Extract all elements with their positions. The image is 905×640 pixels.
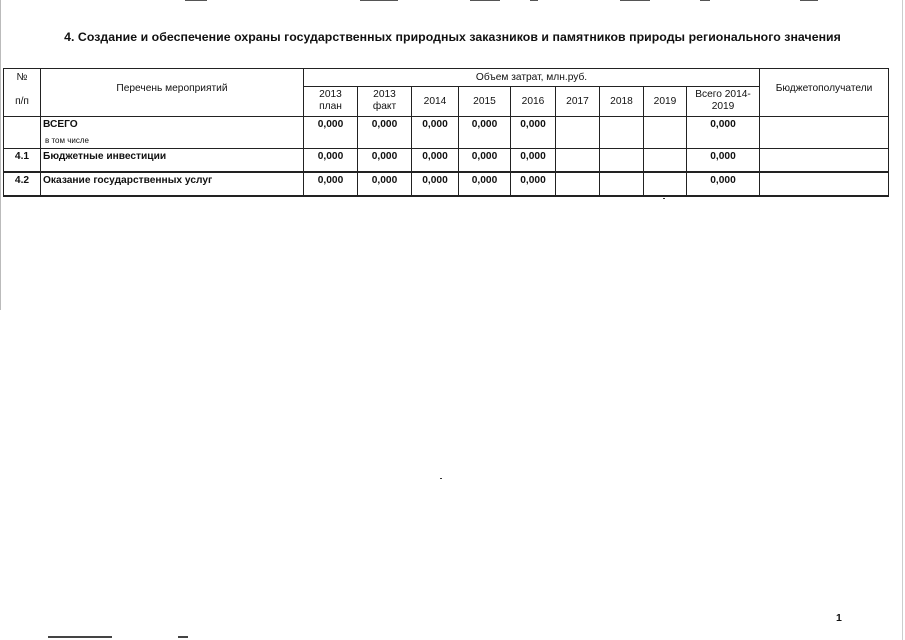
row-value xyxy=(556,172,600,196)
scan-top-edge-mark xyxy=(530,0,538,1)
row-subtext: в том числе xyxy=(45,136,89,145)
row-value: 0,000 xyxy=(511,149,556,173)
row-value: 0,000 xyxy=(358,117,412,149)
scan-right-edge xyxy=(902,0,903,640)
row-recipients xyxy=(760,149,889,173)
row-value: 0,000 xyxy=(304,117,358,149)
header-year-label: 2013 xyxy=(319,89,342,100)
header-year xyxy=(412,87,459,117)
header-year-label: 2013 xyxy=(373,89,396,100)
row-name: Оказание государственных услуг xyxy=(41,172,304,196)
header-year xyxy=(459,87,511,117)
row-value: 0,000 xyxy=(687,172,760,196)
row-value xyxy=(600,117,644,149)
table-row xyxy=(4,172,889,196)
row-value: 0,000 xyxy=(687,149,760,173)
header-year xyxy=(304,87,358,117)
row-value xyxy=(556,117,600,149)
row-value: 0,000 xyxy=(412,149,459,173)
row-value: 0,000 xyxy=(687,117,760,149)
header-year-label: Всего 2014- xyxy=(695,89,751,100)
scan-top-edge-mark xyxy=(800,0,818,1)
row-value: 0,000 xyxy=(459,117,511,149)
header-year-label: 2018 xyxy=(610,95,633,107)
row-value xyxy=(644,149,687,173)
header-row-1 xyxy=(4,69,889,87)
document-title: 4. Создание и обеспечение охраны государственных природных заказников и памятников природы регионального значения xyxy=(64,30,841,44)
row-value: 0,000 xyxy=(412,117,459,149)
row-value: 0,000 xyxy=(304,149,358,173)
header-year xyxy=(511,87,556,117)
header-year-total xyxy=(687,87,760,117)
header-year xyxy=(644,87,687,117)
scan-top-edge-mark xyxy=(360,0,398,1)
row-value: 0,000 xyxy=(459,149,511,173)
header-activities: Перечень мероприятий xyxy=(41,69,304,117)
row-value: 0,000 xyxy=(358,149,412,173)
row-value: 0,000 xyxy=(511,172,556,196)
row-recipients xyxy=(760,117,889,149)
header-number-pp: п/п xyxy=(15,96,29,107)
scan-bottom-edge-mark xyxy=(178,636,188,638)
header-year-sublabel: план xyxy=(319,101,342,112)
row-number: 4.2 xyxy=(4,172,41,196)
table-row-total xyxy=(4,117,889,149)
scan-top-edge-mark xyxy=(700,0,710,1)
scan-top-edge-mark xyxy=(470,0,500,1)
row-number xyxy=(4,117,41,149)
page-number: 1 xyxy=(836,612,842,624)
header-year-sublabel: факт xyxy=(372,101,397,112)
scan-speck xyxy=(663,198,665,199)
scan-speck xyxy=(440,478,442,479)
header-year-label: 2015 xyxy=(473,95,496,107)
header-year-label: 2014 xyxy=(423,95,447,107)
header-year-sublabel: 2019 xyxy=(711,101,735,112)
row-value xyxy=(644,172,687,196)
header-costs: Объем затрат, млн.руб. xyxy=(304,69,760,87)
row-value xyxy=(556,149,600,173)
scan-left-edge xyxy=(0,0,1,310)
row-value: 0,000 xyxy=(459,172,511,196)
header-year xyxy=(600,87,644,117)
header-year xyxy=(358,87,412,117)
row-value xyxy=(644,117,687,149)
row-name-text: ВСЕГО xyxy=(43,119,78,130)
scan-top-edge-mark xyxy=(185,0,207,1)
row-value xyxy=(600,172,644,196)
row-value: 0,000 xyxy=(412,172,459,196)
scan-top-edge-mark xyxy=(620,0,650,1)
row-value: 0,000 xyxy=(511,117,556,149)
row-name xyxy=(41,117,304,149)
header-number-symbol: № xyxy=(16,72,28,83)
header-recipients: Бюджетополучатели xyxy=(760,69,889,117)
row-value: 0,000 xyxy=(304,172,358,196)
header-number xyxy=(4,69,41,117)
scan-bottom-edge-mark xyxy=(48,636,112,638)
header-year xyxy=(556,87,600,117)
row-name: Бюджетные инвестиции xyxy=(41,149,304,173)
header-year-label: 2017 xyxy=(566,95,589,107)
header-year-label: 2019 xyxy=(653,95,677,107)
cost-table xyxy=(3,68,889,197)
row-recipients xyxy=(760,172,889,196)
row-value xyxy=(600,149,644,173)
header-year-label: 2016 xyxy=(521,95,545,107)
row-value: 0,000 xyxy=(358,172,412,196)
table-row xyxy=(4,149,889,173)
row-number: 4.1 xyxy=(4,149,41,173)
